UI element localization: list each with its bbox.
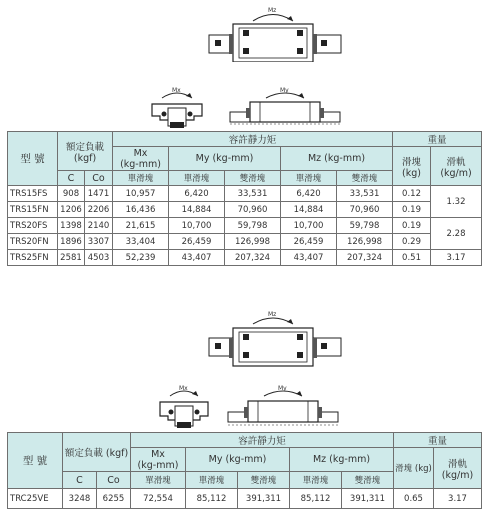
table-row (8, 234, 482, 250)
mx-single-header: 單滑塊 (113, 171, 169, 186)
my-side-view-diagram-2 (224, 384, 342, 430)
co-cell: 3307 (85, 234, 113, 250)
mx-header (113, 147, 169, 171)
my-single-header: 單滑塊 (169, 171, 225, 186)
my-double-header: 雙滑塊 (225, 171, 281, 186)
c-cell: 2581 (58, 250, 85, 266)
co-header: Co (97, 472, 131, 489)
block-weight-header (393, 147, 431, 186)
c-cell: 3248 (63, 489, 97, 509)
co-cell: 1471 (85, 186, 113, 202)
mx-cell: 10,957 (113, 186, 169, 202)
mz-single-header: 單滑塊 (281, 171, 337, 186)
block-weight-unit: (kg) (402, 167, 421, 179)
block-weight-cell: 0.19 (393, 202, 431, 218)
model-cell: TRS15FS (8, 186, 58, 202)
mz-single-cell: 14,884 (281, 202, 337, 218)
mz-header: Mz (kg-mm) (290, 448, 394, 472)
mx-cell: 52,239 (113, 250, 169, 266)
table-row (8, 250, 482, 266)
rail-weight-cell: 2.28 (431, 218, 482, 250)
co-header: Co (85, 171, 113, 186)
c-cell: 1896 (58, 234, 85, 250)
my-double-cell: 391,311 (238, 489, 290, 509)
mz-label-1: Mz (268, 7, 277, 14)
rail-weight-unit: (kg/m) (440, 167, 472, 179)
co-cell: 2206 (85, 202, 113, 218)
rated-load-unit: (kgf) (73, 152, 97, 164)
mz-header: Mz (kg-mm) (281, 147, 393, 171)
mz-single-cell: 26,459 (281, 234, 337, 250)
rated-load-header: 額定負載 (kgf) (63, 433, 131, 472)
rail-weight-label: 滑軌 (448, 458, 468, 470)
block-weight-header: 滑塊 (kg) (394, 448, 434, 489)
mx-header-label: Mx (151, 448, 165, 460)
block-weight-cell: 0.65 (394, 489, 434, 509)
rail-weight-header (431, 147, 482, 186)
spec-table-2 (7, 432, 482, 509)
mz-double-cell: 126,998 (337, 234, 393, 250)
my-single-cell: 14,884 (169, 202, 225, 218)
mx-cell: 33,404 (113, 234, 169, 250)
model-cell: TRS20FN (8, 234, 58, 250)
my-double-cell: 126,998 (225, 234, 281, 250)
my-label-1: My (280, 87, 289, 94)
table-row (8, 489, 482, 509)
model-cell: TRS20FS (8, 218, 58, 234)
my-double-header: 雙滑塊 (238, 472, 290, 489)
c-header: C (58, 171, 85, 186)
mz-double-cell: 59,798 (337, 218, 393, 234)
mx-label-2: Mx (179, 385, 188, 392)
my-double-cell: 207,324 (225, 250, 281, 266)
mx-front-view-diagram-2 (156, 384, 212, 430)
co-cell: 4503 (85, 250, 113, 266)
rail-weight-unit: (kg/m) (441, 469, 474, 481)
co-cell: 6255 (97, 489, 131, 509)
rated-load-label: 額定負載 (66, 141, 105, 153)
weight-header: 重量 (393, 132, 482, 147)
table-row (8, 218, 482, 234)
rail-weight-cell: 3.17 (431, 250, 482, 266)
my-single-cell: 26,459 (169, 234, 225, 250)
mz-double-cell: 33,531 (337, 186, 393, 202)
mz-label-2: Mz (268, 311, 277, 318)
mz-double-cell: 70,960 (337, 202, 393, 218)
my-header: My (kg-mm) (186, 448, 290, 472)
weight-header: 重量 (394, 433, 482, 448)
my-side-view-diagram-1 (226, 86, 344, 130)
block-weight-cell: 0.29 (393, 234, 431, 250)
static-moment-header: 容許靜力矩 (131, 433, 394, 448)
model-cell: TRS15FN (8, 202, 58, 218)
mx-front-view-diagram-1 (148, 86, 206, 130)
static-moment-header: 容許靜力矩 (113, 132, 393, 147)
my-label-2: My (278, 385, 287, 392)
mz-double-header: 雙滑塊 (337, 171, 393, 186)
my-single-header: 單滑塊 (186, 472, 238, 489)
my-single-cell: 6,420 (169, 186, 225, 202)
table-row (8, 186, 482, 202)
mz-top-view-diagram-2 (205, 308, 345, 368)
my-double-cell: 70,960 (225, 202, 281, 218)
mz-double-header: 雙滑塊 (342, 472, 394, 489)
model-cell: TRS25FN (8, 250, 58, 266)
rail-weight-cell: 3.17 (434, 489, 482, 509)
mz-top-view-diagram-1 (205, 4, 345, 62)
mz-single-cell: 43,407 (281, 250, 337, 266)
rail-weight-header (434, 448, 482, 489)
my-double-cell: 33,531 (225, 186, 281, 202)
model-cell: TRC25VE (8, 489, 63, 509)
mx-header-unit: (kg-mm) (137, 459, 179, 471)
spec-table-1 (7, 131, 482, 266)
co-cell: 2140 (85, 218, 113, 234)
mx-single-header: 單滑塊 (131, 472, 186, 489)
my-single-cell: 85,112 (186, 489, 238, 509)
mz-single-header: 單滑塊 (290, 472, 342, 489)
rail-weight-label: 滑軌 (446, 156, 466, 168)
rail-weight-cell: 1.32 (431, 186, 482, 218)
mz-double-cell: 207,324 (337, 250, 393, 266)
my-single-cell: 43,407 (169, 250, 225, 266)
mz-single-cell: 10,700 (281, 218, 337, 234)
mx-cell: 72,554 (131, 489, 186, 509)
block-weight-cell: 0.51 (393, 250, 431, 266)
mx-header (131, 448, 186, 472)
block-weight-cell: 0.19 (393, 218, 431, 234)
mx-cell: 16,436 (113, 202, 169, 218)
mz-double-cell: 391,311 (342, 489, 394, 509)
table-row (8, 202, 482, 218)
c-cell: 1206 (58, 202, 85, 218)
block-weight-label: 滑塊 (402, 156, 422, 168)
my-single-cell: 10,700 (169, 218, 225, 234)
mz-single-cell: 85,112 (290, 489, 342, 509)
block-weight-cell: 0.12 (393, 186, 431, 202)
c-cell: 908 (58, 186, 85, 202)
mx-header-label: Mx (133, 147, 148, 159)
mx-cell: 21,615 (113, 218, 169, 234)
mz-single-cell: 6,420 (281, 186, 337, 202)
c-cell: 1398 (58, 218, 85, 234)
my-header: My (kg-mm) (169, 147, 281, 171)
mx-label-1: Mx (172, 87, 181, 94)
mx-header-unit: (kg-mm) (120, 158, 161, 170)
model-header: 型 號 (8, 132, 58, 186)
c-header: C (63, 472, 97, 489)
rated-load-header (58, 132, 113, 171)
model-header: 型 號 (8, 433, 63, 489)
my-double-cell: 59,798 (225, 218, 281, 234)
